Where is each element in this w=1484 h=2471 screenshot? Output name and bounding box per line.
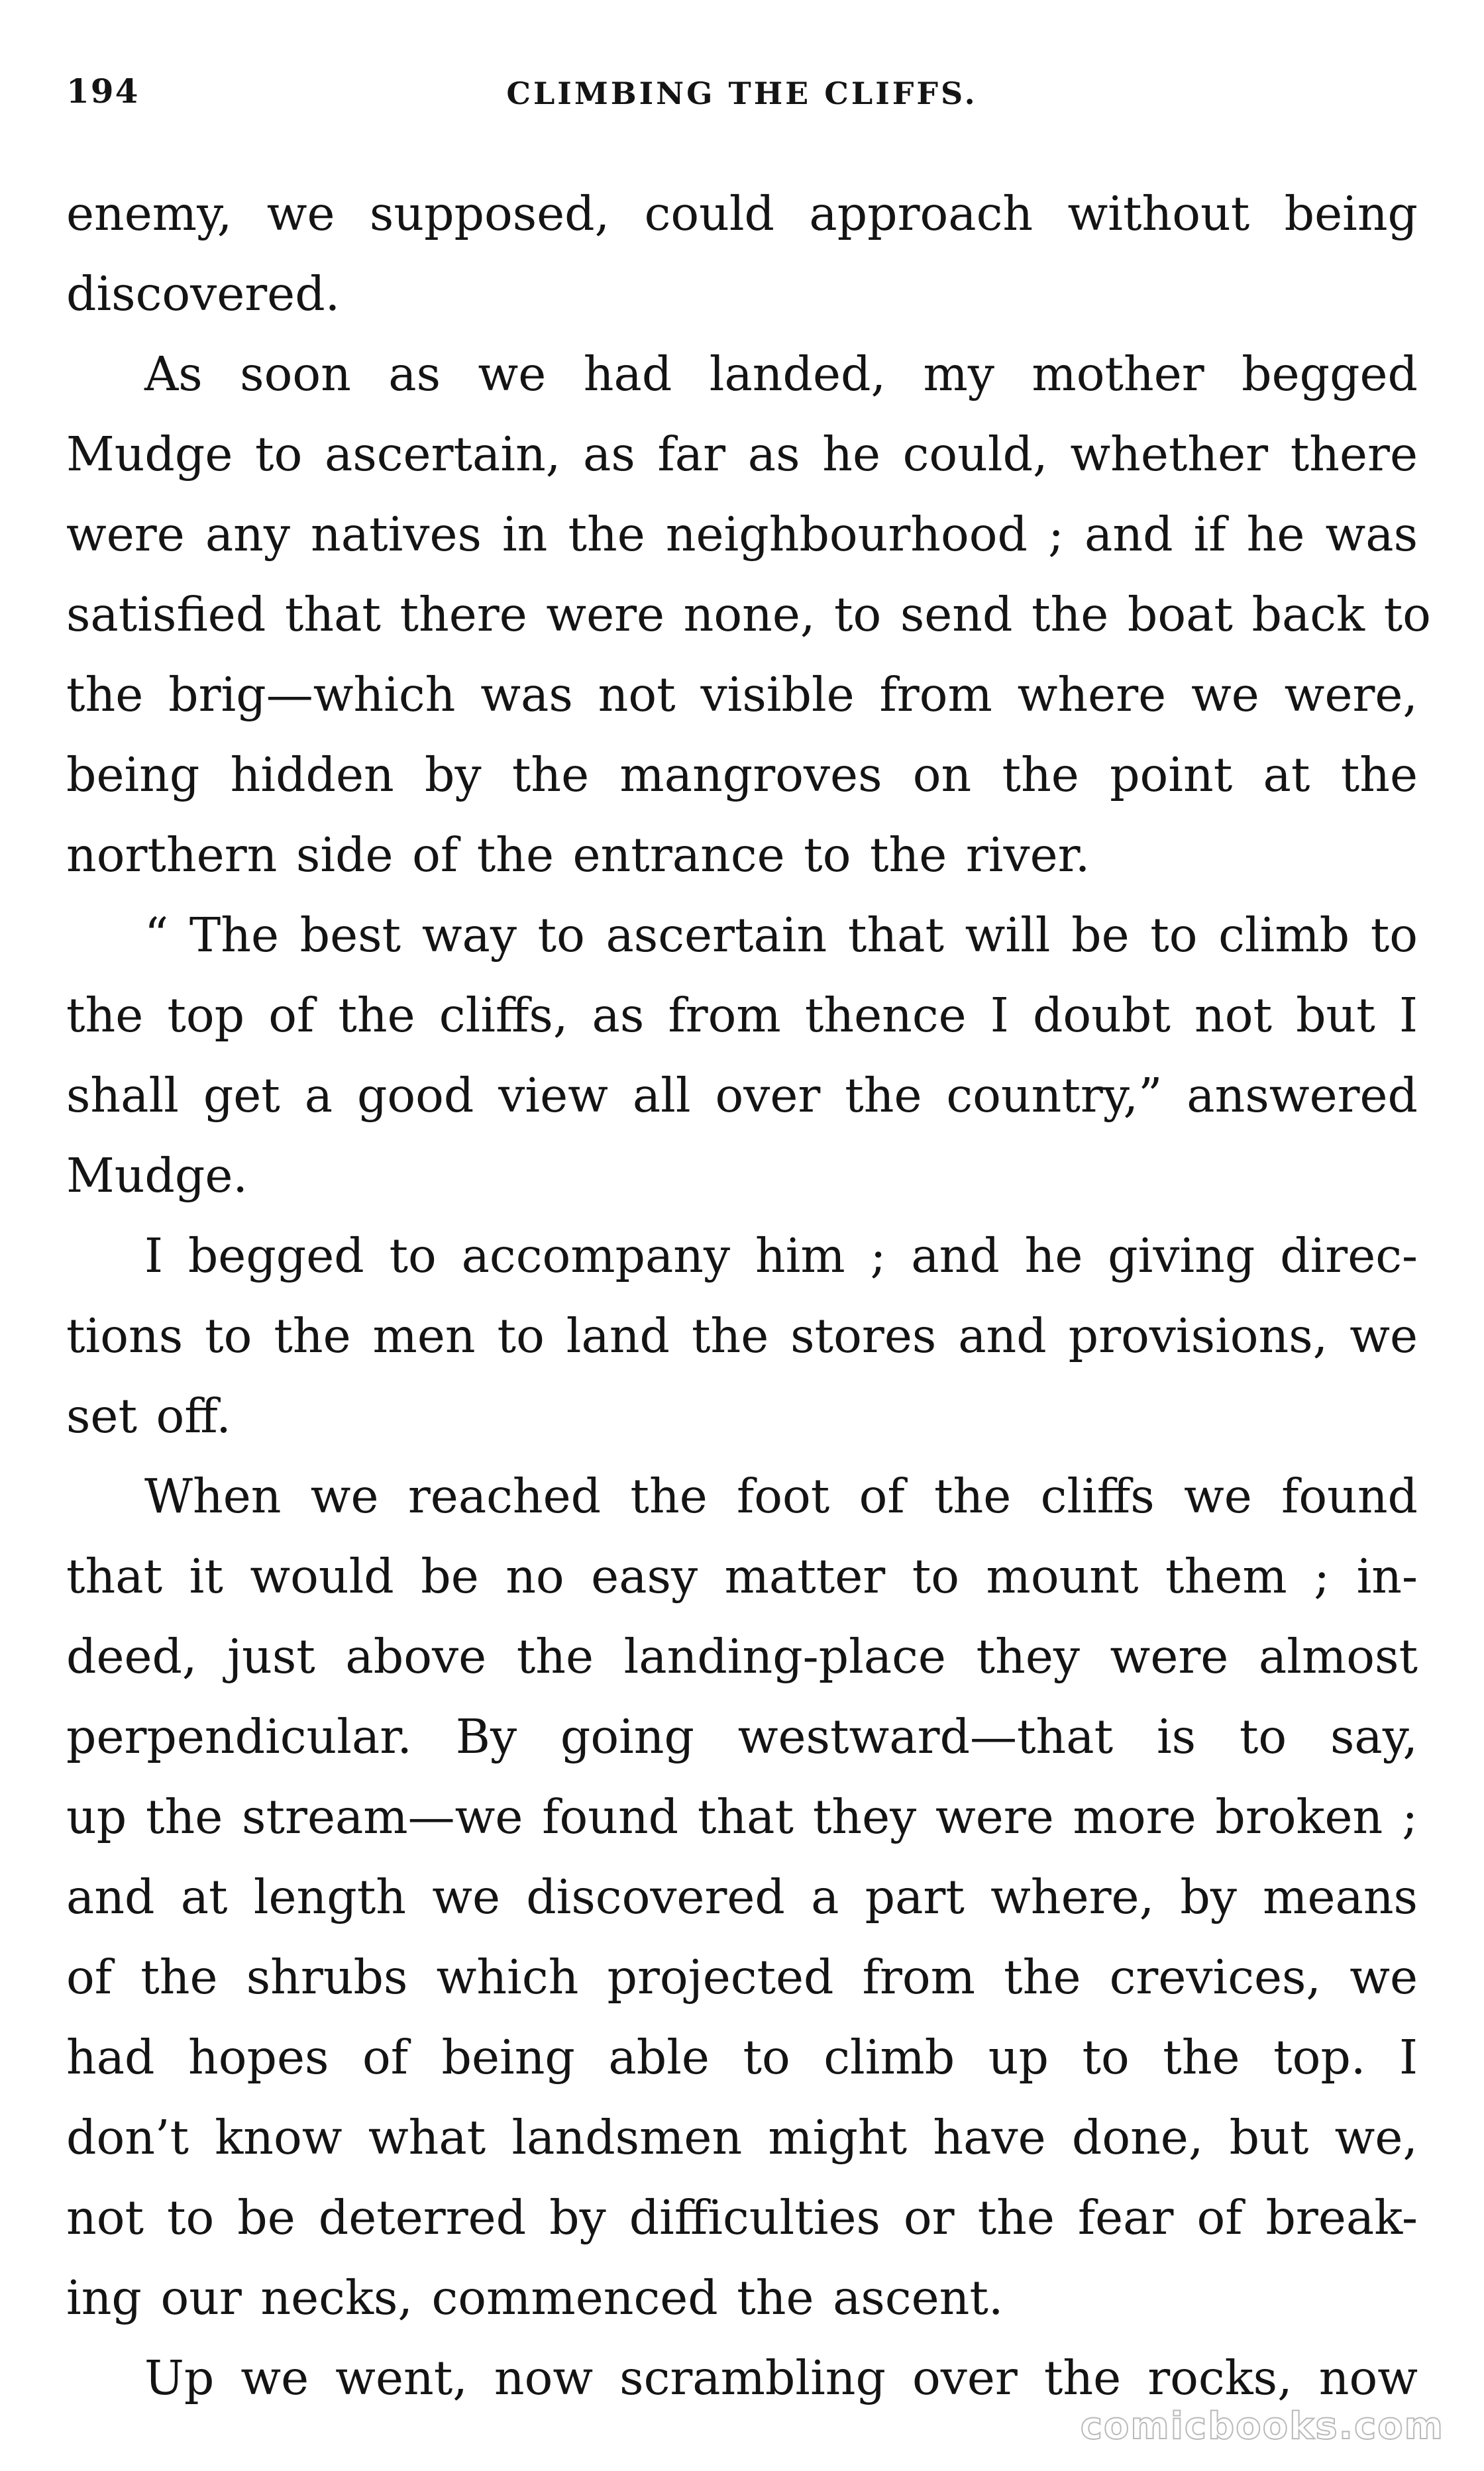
running-head: CLIMBING THE CLIFFS. <box>506 76 978 111</box>
text-line: satisfied that there were none, to send the boat back to <box>66 587 1431 642</box>
text-line: were any natives in the neighbourhood ; and if he was <box>66 507 1418 562</box>
text-line: and at length we discovered a part where, by means <box>66 1869 1418 1924</box>
text-line: enemy, we supposed, could approach without being <box>66 186 1418 241</box>
body-text <box>66 174 1431 2418</box>
text-line: ing our necks, commenced the ascent. <box>66 2270 1004 2325</box>
page-header <box>66 72 1418 131</box>
text-line: northern side of the entrance to the river. <box>66 827 1090 882</box>
text-line: As soon as we had landed, my mother begged <box>144 346 1418 401</box>
text-line: When we reached the foot of the cliffs we found <box>144 1469 1418 1524</box>
text-line: tions to the men to land the stores and provisions, we <box>66 1308 1418 1363</box>
text-line: up the stream—we found that they were more broken ; <box>66 1789 1418 1844</box>
text-line: “ The best way to ascertain that will be to climb to <box>144 908 1418 963</box>
text-line: perpendicular. By going westward—that is to say, <box>66 1709 1418 1764</box>
page-number: 194 <box>66 72 140 111</box>
watermark: comicbooks.com <box>1080 2405 1444 2448</box>
text-line: Mudge to ascertain, as far as he could, whether there <box>66 427 1418 482</box>
text-line: Up we went, now scrambling over the rocks, now <box>144 2350 1418 2405</box>
text-line: not to be deterred by difficulties or the fear of break- <box>66 2190 1418 2245</box>
text-line: the brig—which was not visible from where we were, <box>66 667 1418 722</box>
text-line: don’t know what landsmen might have done, but we, <box>66 2110 1418 2165</box>
text-line: Mudge. <box>66 1148 248 1203</box>
text-line: of the shrubs which projected from the crevices, we <box>66 1950 1418 2005</box>
text-line: set off. <box>66 1389 231 1444</box>
text-line: that it would be no easy matter to mount them ; in- <box>66 1549 1418 1604</box>
text-line: being hidden by the mangroves on the point at the <box>66 747 1418 802</box>
text-line: I begged to accompany him ; and he giving direc- <box>144 1228 1418 1283</box>
text-line: the top of the cliffs, as from thence I doubt not but I <box>66 988 1418 1043</box>
text-line: had hopes of being able to climb up to the top. I <box>66 2030 1418 2085</box>
text-line: deed, just above the landing-place they were almost <box>66 1629 1418 1684</box>
text-line: discovered. <box>66 266 341 321</box>
text-line: shall get a good view all over the country,” answered <box>66 1068 1418 1123</box>
